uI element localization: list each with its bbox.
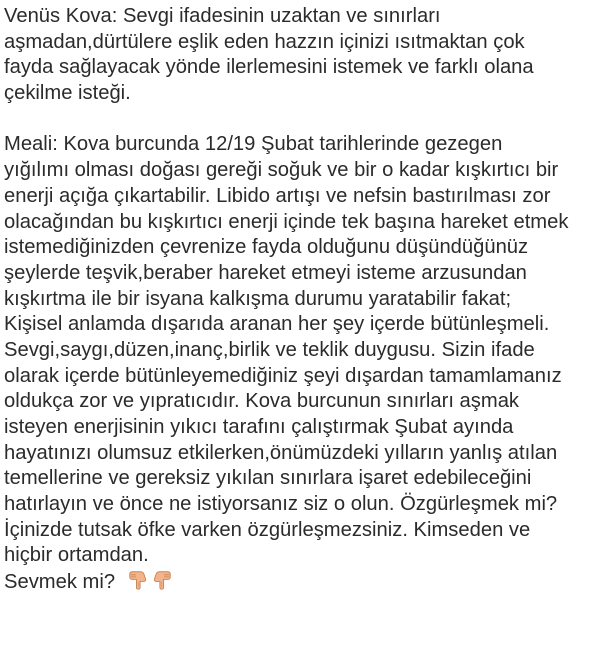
paragraph-spacer <box>4 107 596 133</box>
text-line: enerji açığa çıkartabilir. Libido artışı ve nefsin bastırılması zor <box>4 184 551 207</box>
pointing-down-hand-icon <box>151 569 173 591</box>
text-line: hatırlayın ve önce ne istiyorsanız siz o olun. Özgürleşmek mi? <box>4 493 558 516</box>
text-line: olarak içerde bütünleyemediğiniz şeyi dışardan tamamlamanız <box>4 364 562 387</box>
text-line: fayda sağlayacak yönde ilerlemesini istemek ve farklı olana <box>4 56 534 79</box>
text-line: İçinizde tutsak öfke varken özgürleşmezsiniz. Kimseden ve <box>4 518 531 541</box>
text-line: istemediğinizden çevrenize fayda olduğunu düşündüğünüz <box>4 236 529 259</box>
text-line: Kişisel anlamda dışarıda aranan her şey içerde bütünleşmeli. <box>4 313 550 336</box>
text-line: aşmadan,dürtülere eşlik eden hazzın içinizi ısıtmaktan çok <box>4 30 525 53</box>
text-line: temellerine ve gereksiz yıkılan sınırlara işaret edebileceğini <box>4 467 532 490</box>
text-line: Meali: Kova burcunda 12/19 Şubat tarihlerinde gezegen <box>4 133 503 156</box>
text-line: yığılımı olması doğası gereği soğuk ve bir o kadar kışkırtıcı bir <box>4 159 559 182</box>
document-body <box>4 4 596 595</box>
paragraph-venus-kova <box>4 4 596 107</box>
text-line: kışkırtma ile bir isyana kalkışma durumu yaratabilir fakat; <box>4 287 512 310</box>
text-line-last <box>4 569 596 595</box>
paragraph-meali <box>4 132 596 594</box>
text-line: çekilme isteği. <box>4 82 131 105</box>
text-line: Venüs Kova: Sevgi ifadesinin uzaktan ve sınırları <box>4 5 441 27</box>
text-line: isteyen enerjisinin yıkıcı tarafını çalıştırmak Şubat ayında <box>4 416 514 438</box>
text-line: şeylerde teşvik,beraber hareket etmeyi isteme arzusundan <box>4 261 527 284</box>
text-line: Sevgi,saygı,düzen,inanç,birlik ve teklik duygusu. Sizin ifade <box>4 338 535 361</box>
text-line: olacağından bu kışkırtıcı enerji içinde tek başına hareket etmek <box>4 210 569 233</box>
closing-question: Sevmek mi? <box>4 571 116 594</box>
emoji-group <box>127 569 173 591</box>
pointing-down-hand-icon <box>127 569 149 591</box>
text-line: hayatınızı olumsuz etkilerken,önümüzdeki yılların yanlış atılan <box>4 441 558 464</box>
text-line: hiçbir ortamdan. <box>4 544 149 567</box>
text-line: oldukça zor ve yıpratıcıdır. Kova burcunun sınırları aşmak <box>4 390 520 413</box>
